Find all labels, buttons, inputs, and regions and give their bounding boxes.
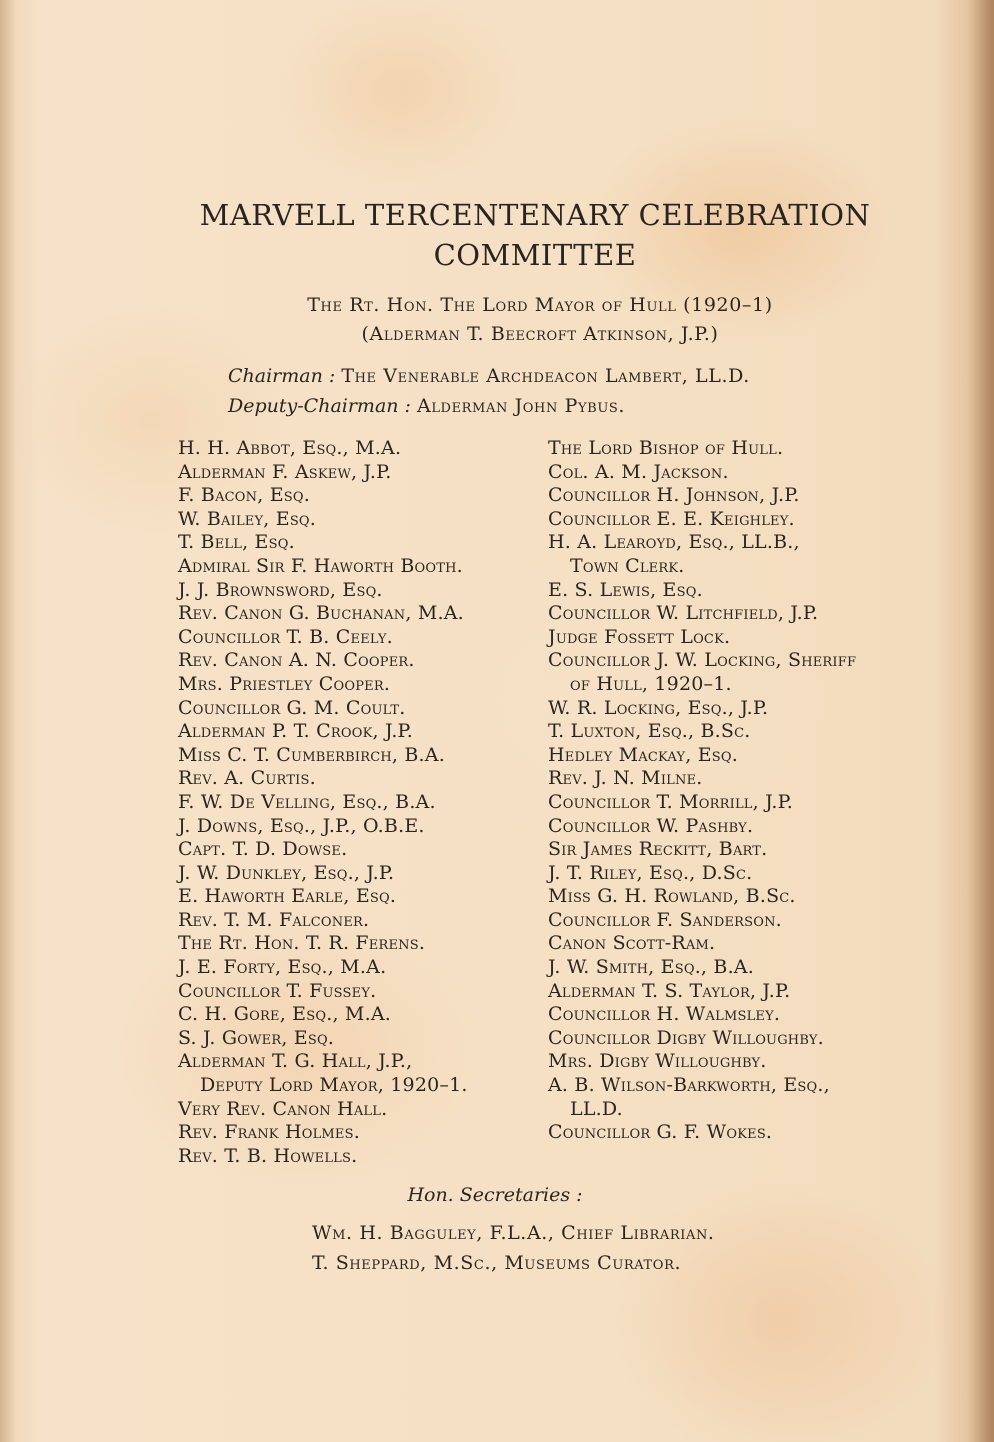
lord-mayor-name: (Alderman T. Beecroft Atkinson, J.P.)	[361, 323, 719, 345]
list-item: Rev. A. Curtis.	[178, 767, 316, 790]
list-item: J. Downs, Esq., J.P., O.B.E.	[178, 814, 425, 837]
list-item: Rev. Frank Holmes.	[178, 1121, 360, 1144]
list-item: W. R. Locking, Esq., J.P.	[548, 696, 769, 719]
list-item: Councillor G. M. Coult.	[178, 696, 406, 719]
secretaries-heading: Hon. Secretaries :	[407, 1184, 583, 1206]
list-item: Councillor F. Sanderson.	[548, 908, 782, 931]
chairman-line	[228, 364, 750, 388]
list-item: Councillor T. B. Ceely.	[178, 625, 393, 648]
list-item: Rev. Canon G. Buchanan, M.A.	[178, 602, 464, 625]
list-item: Councillor H. Walmsley.	[548, 1003, 781, 1026]
list-item: A. B. Wilson-Barkworth, Esq.,	[548, 1074, 830, 1097]
list-item: F. Bacon, Esq.	[178, 484, 310, 507]
list-item: The Rt. Hon. T. R. Ferens.	[178, 932, 426, 955]
deputy-chairman-label: Deputy-Chairman :	[228, 395, 411, 417]
list-item: E. Haworth Earle, Esq.	[178, 885, 397, 908]
members-left-column	[178, 437, 538, 1168]
list-item: Capt. T. D. Dowse.	[178, 838, 348, 861]
page-title: MARVELL TERCENTENARY CELEBRATION	[199, 198, 871, 232]
list-item: Councillor T. Fussey.	[178, 979, 377, 1002]
list-item: Rev. T. B. Howells.	[178, 1144, 358, 1167]
list-item: J. E. Forty, Esq., M.A.	[178, 956, 387, 979]
list-item: J. W. Dunkley, Esq., J.P.	[178, 861, 395, 884]
list-item: Admiral Sir F. Haworth Booth.	[178, 554, 463, 577]
deputy-chairman-line	[228, 394, 625, 418]
lord-mayor-line: The Rt. Hon. The Lord Mayor of Hull (1920–1)	[307, 294, 773, 316]
list-item: T. Bell, Esq.	[178, 531, 295, 554]
page-left-edge	[0, 0, 16, 1442]
list-item-continuation: Deputy Lord Mayor, 1920–1.	[200, 1074, 468, 1097]
list-item: Councillor T. Morrill, J.P.	[548, 790, 794, 813]
list-item: W. Bailey, Esq.	[178, 507, 317, 530]
list-item: Councillor G. F. Wokes.	[548, 1121, 773, 1144]
chairman-label: Chairman :	[228, 365, 336, 387]
list-item: Rev. T. M. Falconer.	[178, 908, 370, 931]
list-item: Alderman F. Askew, J.P.	[178, 460, 392, 483]
list-item: J. T. Riley, Esq., D.Sc.	[548, 861, 753, 884]
page-title-line2: COMMITTEE	[433, 238, 637, 272]
secretary-line: T. Sheppard, M.Sc., Museums Curator.	[312, 1252, 682, 1274]
list-item: J. W. Smith, Esq., B.A.	[548, 956, 754, 979]
list-item: Very Rev. Canon Hall.	[178, 1097, 388, 1120]
list-item: H. H. Abbot, Esq., M.A.	[178, 437, 402, 459]
page-right-edge	[968, 0, 994, 1442]
members-right-column	[548, 437, 898, 1145]
list-item: Rev. J. N. Milne.	[548, 767, 703, 790]
list-item: Councillor W. Litchfield, J.P.	[548, 602, 819, 625]
list-item: Miss C. T. Cumberbirch, B.A.	[178, 743, 445, 766]
list-item: Councillor Digby Willoughby.	[548, 1026, 824, 1049]
list-item-continuation: LL.D.	[570, 1097, 623, 1120]
list-item: Sir James Reckitt, Bart.	[548, 838, 768, 861]
list-item: The Lord Bishop of Hull.	[548, 437, 784, 459]
list-item: Councillor E. E. Keighley.	[548, 507, 795, 530]
secretary-line: Wm. H. Bagguley, F.L.A., Chief Librarian.	[312, 1222, 715, 1244]
list-item: Judge Fossett Lock.	[548, 625, 731, 648]
list-item: S. J. Gower, Esq.	[178, 1026, 335, 1049]
list-item: Alderman T. G. Hall, J.P.,	[178, 1050, 413, 1073]
list-item: F. W. De Velling, Esq., B.A.	[178, 790, 436, 813]
list-item: Miss G. H. Rowland, B.Sc.	[548, 885, 796, 908]
chairman-name: The Venerable Archdeacon Lambert, LL.D.	[341, 365, 750, 387]
list-item: T. Luxton, Esq., B.Sc.	[548, 720, 751, 743]
list-item-continuation: Town Clerk.	[570, 554, 685, 577]
list-item: Rev. Canon A. N. Cooper.	[178, 649, 415, 672]
list-item: Councillor H. Johnson, J.P.	[548, 484, 800, 507]
list-item: J. J. Brownsword, Esq.	[178, 578, 383, 601]
list-item: Alderman P. T. Crook, J.P.	[178, 720, 413, 743]
list-item: Councillor J. W. Locking, Sheriff	[548, 649, 857, 672]
list-item: Col. A. M. Jackson.	[548, 460, 729, 483]
list-item: E. S. Lewis, Esq.	[548, 578, 703, 601]
list-item: Mrs. Priestley Cooper.	[178, 672, 391, 695]
list-item: Canon Scott-Ram.	[548, 932, 716, 955]
list-item: Hedley Mackay, Esq.	[548, 743, 738, 766]
list-item-continuation: of Hull, 1920–1.	[570, 672, 732, 695]
list-item: Councillor W. Pashby.	[548, 814, 754, 837]
list-item: C. H. Gore, Esq., M.A.	[178, 1003, 391, 1026]
list-item: Alderman T. S. Taylor, J.P.	[548, 979, 791, 1002]
list-item: H. A. Learoyd, Esq., LL.B.,	[548, 531, 800, 554]
list-item: Mrs. Digby Willoughby.	[548, 1050, 767, 1073]
deputy-chairman-name: Alderman John Pybus.	[417, 395, 626, 417]
